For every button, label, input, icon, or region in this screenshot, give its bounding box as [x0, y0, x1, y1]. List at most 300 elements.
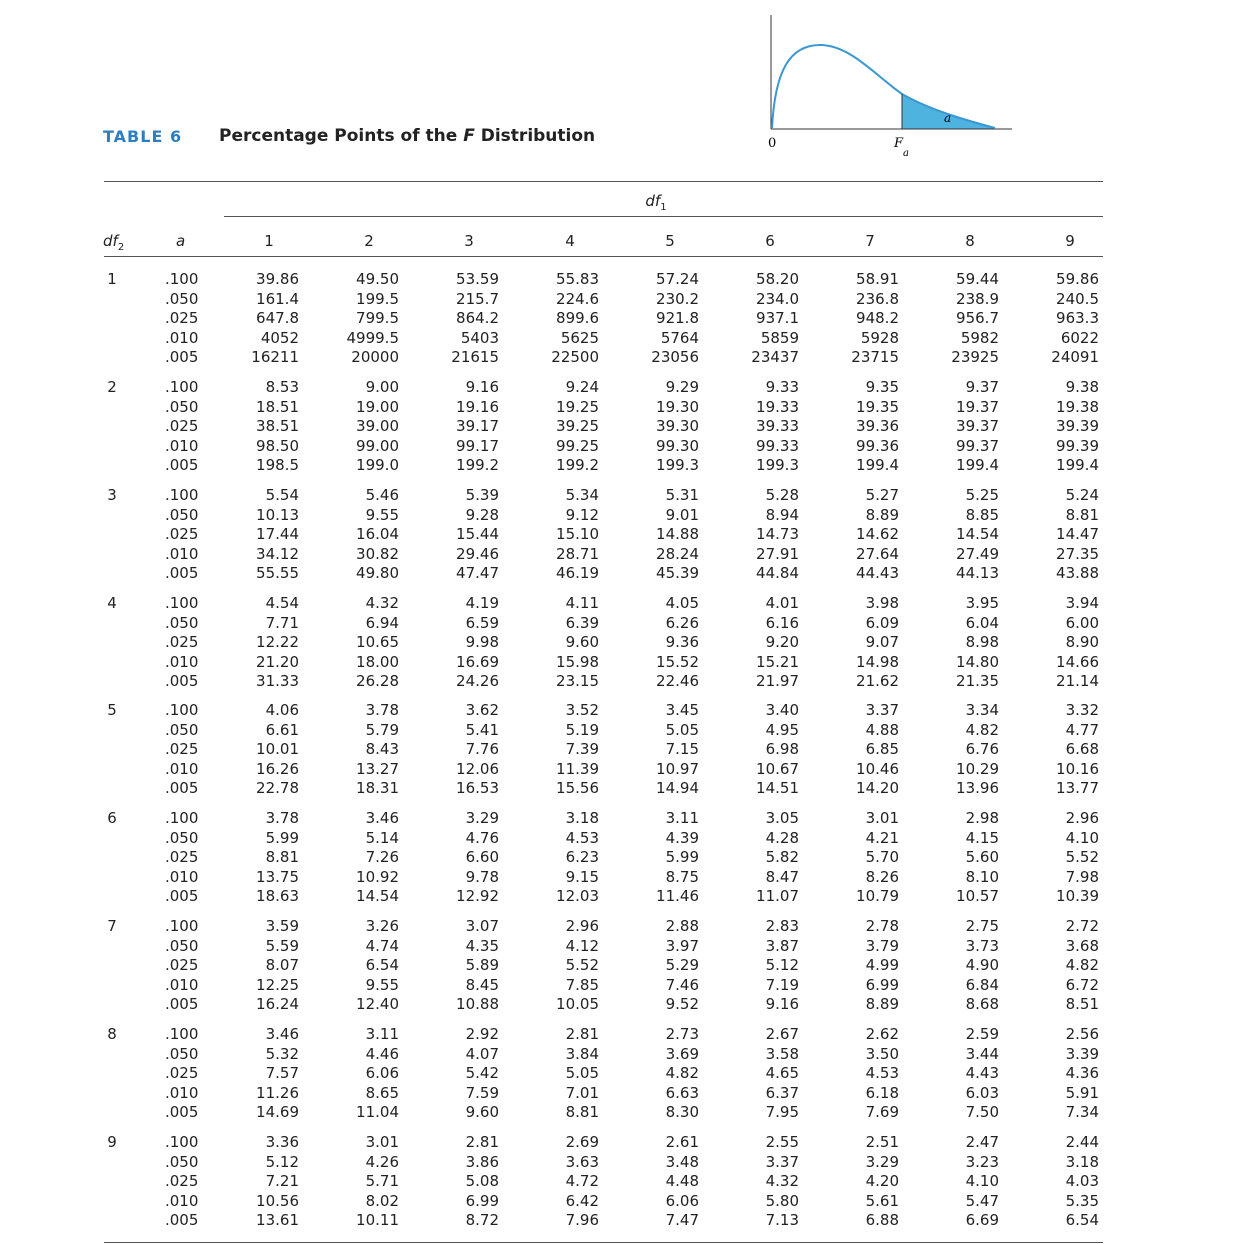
table-cell: 3.05 — [765, 809, 799, 827]
table-cell: 4.06 — [265, 701, 299, 719]
table-cell: 27.35 — [1056, 544, 1099, 563]
table-cell: 8.89 — [865, 995, 899, 1013]
value-column-2 — [309, 270, 399, 368]
table-cell: 4.53 — [865, 1064, 899, 1082]
table-cell: 23715 — [851, 348, 899, 366]
table-cell: 5.52 — [1065, 848, 1099, 866]
value-column-9 — [1009, 486, 1099, 584]
table-cell: 9.33 — [765, 378, 799, 396]
table-cell: 18.31 — [356, 779, 399, 797]
table-cell: 7.50 — [965, 1103, 999, 1121]
table-cell: 3.59 — [265, 917, 299, 935]
table-cell: 4.07 — [465, 1044, 499, 1063]
value-column-2 — [309, 809, 399, 907]
table-cell: 5.52 — [565, 956, 599, 974]
value-column-9 — [1009, 701, 1099, 799]
table-cell: 3.40 — [765, 701, 799, 719]
table-cell: 5.34 — [565, 486, 599, 504]
value-column-9 — [1009, 594, 1099, 692]
table-cell: 3.63 — [565, 1152, 599, 1171]
table-cell: 6.60 — [465, 848, 499, 866]
table-cell: 4.65 — [765, 1064, 799, 1082]
value-column-7 — [809, 1025, 899, 1123]
table-cell: 99.36 — [856, 436, 899, 455]
table-cell: 8.07 — [265, 956, 299, 974]
table-cell: 3.78 — [365, 701, 399, 719]
value-column-8 — [909, 1133, 999, 1231]
value-column-5 — [609, 1133, 699, 1231]
table-cell: 19.37 — [956, 397, 999, 416]
value-column-8 — [909, 1025, 999, 1123]
df2-header — [103, 232, 124, 253]
table-cell: 20000 — [351, 348, 399, 366]
table-cell: 44.84 — [756, 564, 799, 582]
table-cell: 3.32 — [1065, 701, 1099, 719]
table-cell: 4.32 — [765, 1172, 799, 1190]
df2-group-8 — [0, 1025, 1242, 1125]
table-cell: 39.86 — [256, 270, 299, 288]
table-cell: 9.07 — [865, 633, 899, 651]
value-column-1 — [209, 594, 299, 692]
table-cell: 45.39 — [656, 564, 699, 582]
table-cell: 21.62 — [856, 672, 899, 690]
table-cell: 10.92 — [356, 867, 399, 886]
table-cell: 18.51 — [256, 397, 299, 416]
table-cell: 10.97 — [656, 759, 699, 778]
value-column-1 — [209, 1133, 299, 1231]
table-cell: 7.26 — [365, 848, 399, 866]
table-cell: 28.24 — [656, 544, 699, 563]
table-cell: 23056 — [651, 348, 699, 366]
table-cell: 13.96 — [956, 779, 999, 797]
table-cell: 14.51 — [756, 779, 799, 797]
table-cell: 2.81 — [565, 1025, 599, 1043]
table-cell: 16.53 — [456, 779, 499, 797]
table-cell: 8.90 — [1065, 633, 1099, 651]
table-cell: 3.23 — [965, 1152, 999, 1171]
value-column-8 — [909, 917, 999, 1015]
table-cell: 3.36 — [265, 1133, 299, 1151]
column-header-9: 9 — [1065, 232, 1075, 250]
table-cell: 4.05 — [665, 594, 699, 612]
alpha-value: .025 — [165, 1172, 199, 1190]
table-cell: 99.00 — [356, 436, 399, 455]
table-cell: 4.53 — [565, 828, 599, 847]
table-cell: 11.46 — [656, 887, 699, 905]
table-cell: 16211 — [251, 348, 299, 366]
table-cell: 3.94 — [1065, 594, 1099, 612]
table-cell: 4.39 — [665, 828, 699, 847]
value-column-2 — [309, 1025, 399, 1123]
table-cell: 9.16 — [765, 995, 799, 1013]
value-column-1 — [209, 701, 299, 799]
table-cell: 39.39 — [1056, 417, 1099, 435]
alpha-value: .005 — [165, 564, 199, 582]
table-cell: 4.10 — [1065, 828, 1099, 847]
header-rule — [104, 256, 1103, 257]
table-cell: 4.19 — [465, 594, 499, 612]
table-cell: 5.60 — [965, 848, 999, 866]
alpha-area-label: a — [944, 111, 952, 125]
table-cell: 19.00 — [356, 397, 399, 416]
value-column-2 — [309, 1133, 399, 1231]
table-cell: 7.47 — [665, 1211, 699, 1229]
table-cell: 199.0 — [356, 456, 399, 474]
alpha-value: .010 — [165, 1083, 199, 1102]
value-column-1 — [209, 270, 299, 368]
value-column-5 — [609, 486, 699, 584]
value-column-2 — [309, 594, 399, 692]
value-column-5 — [609, 270, 699, 368]
table-cell: 5.79 — [365, 720, 399, 739]
value-column-8 — [909, 701, 999, 799]
table-cell: 16.69 — [456, 652, 499, 671]
table-cell: 8.72 — [465, 1211, 499, 1229]
table-cell: 4.03 — [1065, 1172, 1099, 1190]
value-column-3 — [409, 917, 499, 1015]
table-cell: 2.59 — [965, 1025, 999, 1043]
table-cell: 16.04 — [356, 525, 399, 543]
table-cell: 3.46 — [265, 1025, 299, 1043]
table-cell: 3.68 — [1065, 936, 1099, 955]
table-cell: 5.27 — [865, 486, 899, 504]
table-cell: 3.50 — [865, 1044, 899, 1063]
alpha-value: .025 — [165, 956, 199, 974]
table-cell: 8.81 — [565, 1103, 599, 1121]
table-cell: 4.10 — [965, 1172, 999, 1190]
f-distribution-figure — [760, 10, 1060, 170]
alpha-value: .100 — [165, 809, 199, 827]
table-cell: 19.35 — [856, 397, 899, 416]
table-cell: 58.20 — [756, 270, 799, 288]
table-cell: 6.98 — [765, 740, 799, 758]
table-cell: 19.25 — [556, 397, 599, 416]
table-cell: 27.64 — [856, 544, 899, 563]
table-title — [219, 126, 595, 146]
table-cell: 7.19 — [765, 975, 799, 994]
table-cell: 799.5 — [356, 309, 399, 327]
table-cell: 9.37 — [965, 378, 999, 396]
df2-value: 3 — [107, 486, 117, 504]
table-cell: 9.29 — [665, 378, 699, 396]
table-cell: 24.26 — [456, 672, 499, 690]
value-column-5 — [609, 809, 699, 907]
title-text-before: Percentage Points of the — [219, 126, 464, 146]
value-column-3 — [409, 701, 499, 799]
alpha-column — [165, 486, 198, 584]
table-cell: 4.36 — [1065, 1064, 1099, 1082]
table-cell: 4.01 — [765, 594, 799, 612]
value-column-9 — [1009, 1025, 1099, 1123]
table-cell: 5.61 — [865, 1191, 899, 1210]
table-cell: 18.63 — [256, 887, 299, 905]
table-cell: 8.65 — [365, 1083, 399, 1102]
table-cell: 4.82 — [965, 720, 999, 739]
column-header-2: 2 — [364, 232, 374, 250]
table-cell: 6.06 — [365, 1064, 399, 1082]
table-cell: 3.98 — [865, 594, 899, 612]
table-cell: 6.63 — [665, 1083, 699, 1102]
value-column-9 — [1009, 809, 1099, 907]
table-cell: 99.37 — [956, 436, 999, 455]
value-column-6 — [709, 594, 799, 692]
alpha-value: .005 — [165, 672, 199, 690]
table-cell: 4.21 — [865, 828, 899, 847]
table-cell: 5.29 — [665, 956, 699, 974]
table-cell: 9.52 — [665, 995, 699, 1013]
alpha-column — [165, 594, 198, 692]
table-cell: 14.62 — [856, 525, 899, 543]
column-header-7: 7 — [865, 232, 875, 250]
table-cell: 5.12 — [265, 1152, 299, 1171]
value-column-6 — [709, 917, 799, 1015]
table-cell: 22500 — [551, 348, 599, 366]
table-cell: 2.62 — [865, 1025, 899, 1043]
table-cell: 28.71 — [556, 544, 599, 563]
table-cell: 7.57 — [265, 1064, 299, 1082]
table-cell: 8.43 — [365, 740, 399, 758]
value-column-3 — [409, 1133, 499, 1231]
table-cell: 6.00 — [1065, 613, 1099, 632]
origin-label: 0 — [768, 136, 777, 151]
table-cell: 5.91 — [1065, 1083, 1099, 1102]
df2-value: 9 — [107, 1133, 117, 1151]
alpha-column — [165, 378, 198, 476]
table-cell: 21.97 — [756, 672, 799, 690]
table-cell: 9.28 — [465, 505, 499, 524]
table-cell: 7.69 — [865, 1103, 899, 1121]
table-cell: 59.44 — [956, 270, 999, 288]
df2-value: 5 — [107, 701, 117, 719]
table-cell: 57.24 — [656, 270, 699, 288]
table-cell: 4.88 — [865, 720, 899, 739]
table-cell: 3.84 — [565, 1044, 599, 1063]
value-column-2 — [309, 917, 399, 1015]
table-cell: 6.68 — [1065, 740, 1099, 758]
table-cell: 14.98 — [856, 652, 899, 671]
table-cell: 5.89 — [465, 956, 499, 974]
table-cell: 3.29 — [465, 809, 499, 827]
table-cell: 9.12 — [565, 505, 599, 524]
alpha-value: .100 — [165, 486, 199, 504]
value-column-1 — [209, 378, 299, 476]
value-column-5 — [609, 917, 699, 1015]
table-cell: 7.76 — [465, 740, 499, 758]
table-cell: 6.42 — [565, 1191, 599, 1210]
table-cell: 19.38 — [1056, 397, 1099, 416]
table-cell: 10.01 — [256, 740, 299, 758]
table-cell: 14.66 — [1056, 652, 1099, 671]
df2-value: 4 — [107, 594, 117, 612]
alpha-value: .050 — [165, 720, 199, 739]
table-cell: 2.78 — [865, 917, 899, 935]
table-cell: 6.06 — [665, 1191, 699, 1210]
table-cell: 16.26 — [256, 759, 299, 778]
value-column-1 — [209, 809, 299, 907]
alpha-value: .050 — [165, 505, 199, 524]
table-cell: 3.44 — [965, 1044, 999, 1063]
table-cell: 2.92 — [465, 1025, 499, 1043]
df2-value: 6 — [107, 809, 117, 827]
alpha-value: .010 — [165, 1191, 199, 1210]
table-cell: 4.54 — [265, 594, 299, 612]
table-cell: 3.11 — [665, 809, 699, 827]
table-cell: 6.99 — [465, 1191, 499, 1210]
table-cell: 3.58 — [765, 1044, 799, 1063]
table-cell: 98.50 — [256, 436, 299, 455]
table-cell: 39.25 — [556, 417, 599, 435]
alpha-column — [165, 701, 198, 799]
table-cell: 9.60 — [465, 1103, 499, 1121]
table-cell: 2.56 — [1065, 1025, 1099, 1043]
table-cell: 6.69 — [965, 1211, 999, 1229]
value-column-2 — [309, 486, 399, 584]
alpha-value: .050 — [165, 936, 199, 955]
value-column-7 — [809, 270, 899, 368]
alpha-value: .005 — [165, 1103, 199, 1121]
table-cell: 3.29 — [865, 1152, 899, 1171]
table-cell: 199.5 — [356, 289, 399, 308]
table-cell: 2.73 — [665, 1025, 699, 1043]
table-cell: 15.56 — [556, 779, 599, 797]
table-cell: 3.37 — [765, 1152, 799, 1171]
value-column-7 — [809, 378, 899, 476]
df2-subscript: 2 — [117, 242, 125, 253]
table-cell: 5.35 — [1065, 1191, 1099, 1210]
table-cell: 5.46 — [365, 486, 399, 504]
table-cell: 199.2 — [456, 456, 499, 474]
table-cell: 5.70 — [865, 848, 899, 866]
table-cell: 39.33 — [756, 417, 799, 435]
alpha-value: .050 — [165, 397, 199, 416]
table-cell: 948.2 — [856, 309, 899, 327]
table-cell: 6.76 — [965, 740, 999, 758]
alpha-value: .010 — [165, 975, 199, 994]
table-cell: 7.34 — [1065, 1103, 1099, 1121]
alpha-value: .005 — [165, 995, 199, 1013]
table-cell: 2.98 — [965, 809, 999, 827]
table-cell: 7.39 — [565, 740, 599, 758]
table-cell: 5.31 — [665, 486, 699, 504]
table-cell: 3.95 — [965, 594, 999, 612]
alpha-column — [165, 1025, 198, 1123]
alpha-value: .010 — [165, 544, 199, 563]
column-header-1: 1 — [264, 232, 274, 250]
table-cell: 6.72 — [1065, 975, 1099, 994]
table-cell: 9.98 — [465, 633, 499, 651]
table-cell: 2.51 — [865, 1133, 899, 1151]
table-cell: 10.16 — [1056, 759, 1099, 778]
value-column-7 — [809, 809, 899, 907]
table-cell: 8.26 — [865, 867, 899, 886]
table-cell: 9.36 — [665, 633, 699, 651]
table-cell: 864.2 — [456, 309, 499, 327]
table-cell: 58.91 — [856, 270, 899, 288]
table-cell: 3.01 — [865, 809, 899, 827]
table-cell: 8.30 — [665, 1103, 699, 1121]
table-cell: 53.59 — [456, 270, 499, 288]
table-cell: 3.26 — [365, 917, 399, 935]
title-text-italic: F — [463, 126, 475, 146]
table-cell: 11.04 — [356, 1103, 399, 1121]
table-cell: 21.14 — [1056, 672, 1099, 690]
table-cell: 234.0 — [756, 289, 799, 308]
table-cell: 39.30 — [656, 417, 699, 435]
table-cell: 6.04 — [965, 613, 999, 632]
table-cell: 6.99 — [865, 975, 899, 994]
df2-group-4 — [0, 594, 1242, 694]
table-cell: 5.41 — [465, 720, 499, 739]
table-cell: 44.13 — [956, 564, 999, 582]
table-cell: 937.1 — [756, 309, 799, 327]
table-cell: 8.45 — [465, 975, 499, 994]
alpha-value: .010 — [165, 436, 199, 455]
df1-label: df — [645, 192, 661, 210]
table-cell: 14.88 — [656, 525, 699, 543]
table-cell: 8.51 — [1065, 995, 1099, 1013]
table-cell: 2.72 — [1065, 917, 1099, 935]
value-column-1 — [209, 1025, 299, 1123]
table-cell: 4.26 — [365, 1152, 399, 1171]
df2-group-2 — [0, 378, 1242, 478]
value-column-8 — [909, 809, 999, 907]
table-cell: 14.69 — [256, 1103, 299, 1121]
table-cell: 4.32 — [365, 594, 399, 612]
df2-group-6 — [0, 809, 1242, 909]
table-cell: 7.98 — [1065, 867, 1099, 886]
value-column-3 — [409, 1025, 499, 1123]
table-cell: 3.18 — [565, 809, 599, 827]
table-cell: 2.47 — [965, 1133, 999, 1151]
alpha-value: .025 — [165, 417, 199, 435]
table-cell: 199.4 — [956, 456, 999, 474]
column-header-4: 4 — [565, 232, 575, 250]
table-cell: 14.80 — [956, 652, 999, 671]
table-cell: 6.54 — [365, 956, 399, 974]
alpha-value: .025 — [165, 309, 199, 327]
table-cell: 9.35 — [865, 378, 899, 396]
table-cell: 3.01 — [365, 1133, 399, 1151]
value-column-4 — [509, 1133, 599, 1231]
table-cell: 236.8 — [856, 289, 899, 308]
title-text-after: Distribution — [474, 126, 596, 146]
alpha-value: .100 — [165, 270, 199, 288]
table-cell: 7.96 — [565, 1211, 599, 1229]
table-cell: 7.01 — [565, 1083, 599, 1102]
table-cell: 24091 — [1051, 348, 1099, 366]
table-cell: 198.5 — [256, 456, 299, 474]
table-cell: 2.55 — [765, 1133, 799, 1151]
alpha-value: .100 — [165, 917, 199, 935]
table-cell: 8.02 — [365, 1191, 399, 1210]
table-cell: 5.47 — [965, 1191, 999, 1210]
table-cell: 199.3 — [756, 456, 799, 474]
alpha-value: .100 — [165, 1025, 199, 1043]
table-cell: 15.98 — [556, 652, 599, 671]
table-cell: 7.15 — [665, 740, 699, 758]
table-cell: 14.94 — [656, 779, 699, 797]
table-cell: 8.53 — [265, 378, 299, 396]
table-cell: 5.39 — [465, 486, 499, 504]
table-cell: 23.15 — [556, 672, 599, 690]
value-column-3 — [409, 270, 499, 368]
table-cell: 5.12 — [765, 956, 799, 974]
table-cell: 4.35 — [465, 936, 499, 955]
alpha-value: .100 — [165, 594, 199, 612]
value-column-3 — [409, 486, 499, 584]
table-cell: 5.32 — [265, 1044, 299, 1063]
table-cell: 9.78 — [465, 867, 499, 886]
